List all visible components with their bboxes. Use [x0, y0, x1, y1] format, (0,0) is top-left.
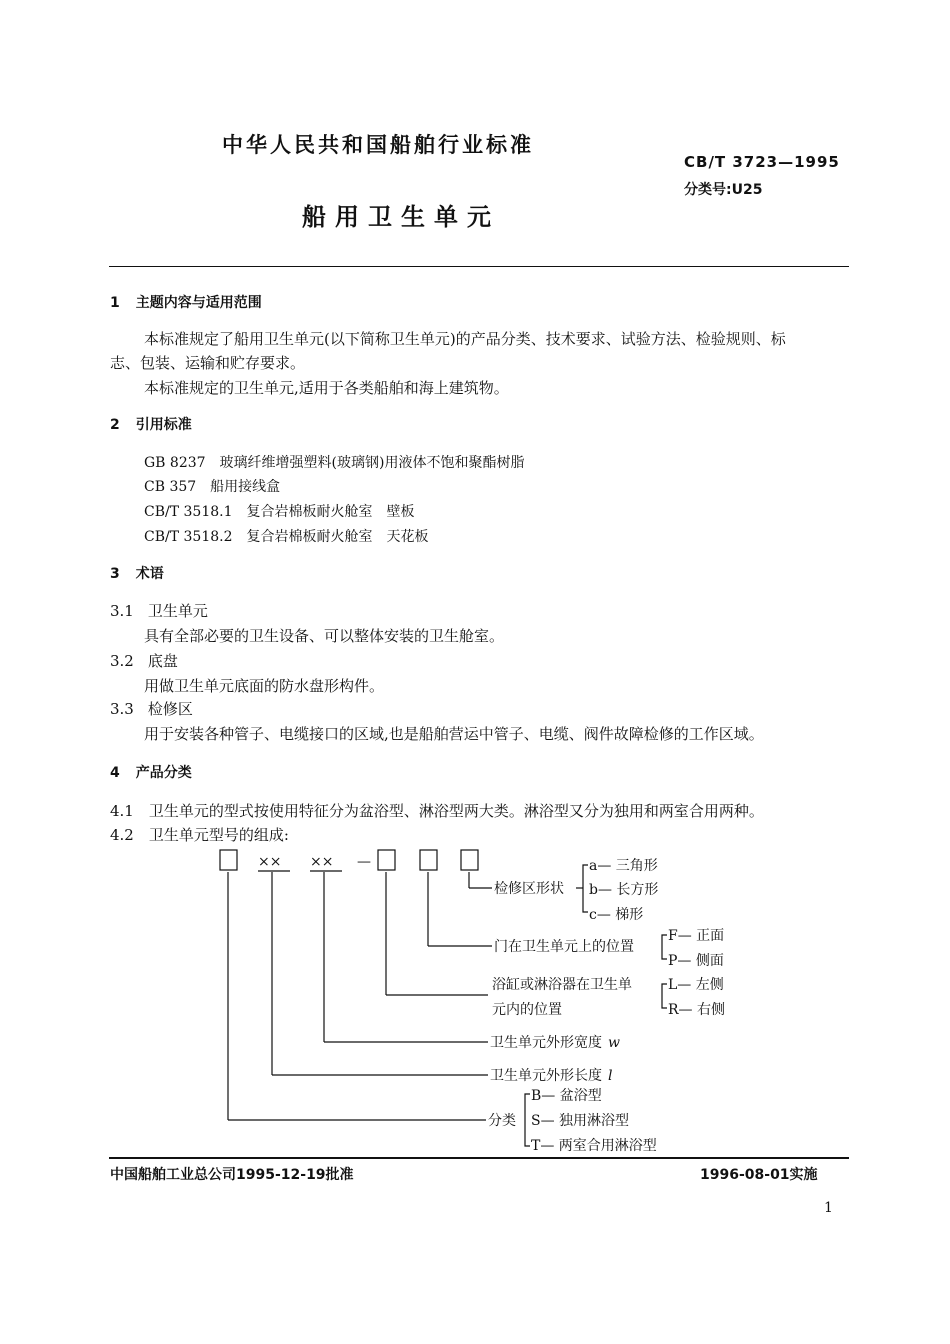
document-title: 船用卫生单元 — [302, 203, 500, 231]
term-3-3-definition: 用于安装各种管子、电缆接口的区域,也是船舶营运中管子、电缆、阀件故障检修的工作区域。 — [144, 725, 764, 743]
bath-position-label: 浴缸或淋浴器在卫生单 — [492, 977, 632, 993]
shape-option: a— 三角形 — [589, 858, 658, 874]
width-label: 卫生单元外形宽度 w — [490, 1035, 620, 1051]
reference-item: CB 357 船用接线盒 — [144, 479, 281, 495]
class-option: T— 两室合用淋浴型 — [531, 1138, 657, 1154]
shape-option: b— 长方形 — [589, 882, 659, 898]
bath-option: R— 右侧 — [668, 1002, 725, 1018]
reference-item: CB/T 3518.1 复合岩棉板耐火舱室 壁板 — [144, 504, 415, 520]
class-option: B— 盆浴型 — [531, 1088, 602, 1104]
shape-label: 检修区形状 — [494, 881, 564, 897]
bath-position-label: 元内的位置 — [492, 1002, 562, 1018]
section-1-para-2: 本标准规定的卫生单元,适用于各类船舶和海上建筑物。 — [144, 379, 509, 397]
standard-code: CB/T 3723—1995 — [684, 153, 840, 171]
designation-box-bath — [378, 850, 395, 870]
designation-box-door — [420, 850, 437, 870]
term-3-2: 3.2 底盘 — [110, 652, 178, 670]
term-3-1-definition: 具有全部必要的卫生设备、可以整体安装的卫生舱室。 — [144, 627, 505, 645]
reference-item: GB 8237 玻璃纤维增强塑料(玻璃钢)用液体不饱和聚酯树脂 — [144, 455, 525, 471]
term-3-3: 3.3 检修区 — [110, 700, 193, 718]
reference-item: CB/T 3518.2 复合岩棉板耐火舱室 天花板 — [144, 529, 429, 545]
designation-box-shape — [461, 850, 478, 870]
section-1-heading: 1 主题内容与适用范围 — [110, 295, 262, 311]
door-position-label: 门在卫生单元上的位置 — [494, 939, 634, 955]
width-placeholder-xx: ×× — [258, 854, 282, 870]
door-option: F— 正面 — [668, 928, 725, 944]
section-1-para-1a: 本标准规定了船用卫生单元(以下简称卫生单元)的产品分类、技术要求、试验方法、检验规则、标 — [144, 330, 786, 348]
page-number: 1 — [824, 1200, 833, 1216]
length-label: 卫生单元外形长度 l — [490, 1068, 613, 1084]
approval-statement: 中国船舶工业总公司1995-12-19批准 — [110, 1167, 354, 1183]
designation-dash: — — [357, 854, 371, 870]
section-2-heading: 2 引用标准 — [110, 417, 192, 433]
section-4-heading: 4 产品分类 — [110, 765, 192, 781]
shape-option: c— 梯形 — [589, 907, 644, 923]
door-option: P— 侧面 — [668, 953, 724, 969]
section-1-para-1b: 志、包装、运输和贮存要求。 — [110, 354, 306, 372]
footer-divider — [109, 1157, 849, 1159]
class-label: 分类 — [488, 1113, 516, 1129]
industry-standard-heading: 中华人民共和国船舶行业标准 — [222, 133, 534, 157]
clause-4-2: 4.2 卫生单元型号的组成: — [110, 826, 289, 844]
bath-option: L— 左侧 — [668, 977, 724, 993]
section-3-heading: 3 术语 — [110, 566, 164, 582]
class-option: S— 独用淋浴型 — [531, 1113, 630, 1129]
classification-number: 分类号:U25 — [684, 182, 763, 198]
clause-4-1: 4.1 卫生单元的型式按使用特征分为盆浴型、淋浴型两大类。淋浴型又分为独用和两室合用两种。 — [110, 802, 764, 820]
designation-box-class — [220, 850, 237, 870]
term-3-1: 3.1 卫生单元 — [110, 602, 208, 620]
effective-date: 1996-08-01实施 — [700, 1167, 818, 1183]
length-placeholder-xx: ×× — [310, 854, 334, 870]
term-3-2-definition: 用做卫生单元底面的防水盘形构件。 — [144, 677, 385, 695]
